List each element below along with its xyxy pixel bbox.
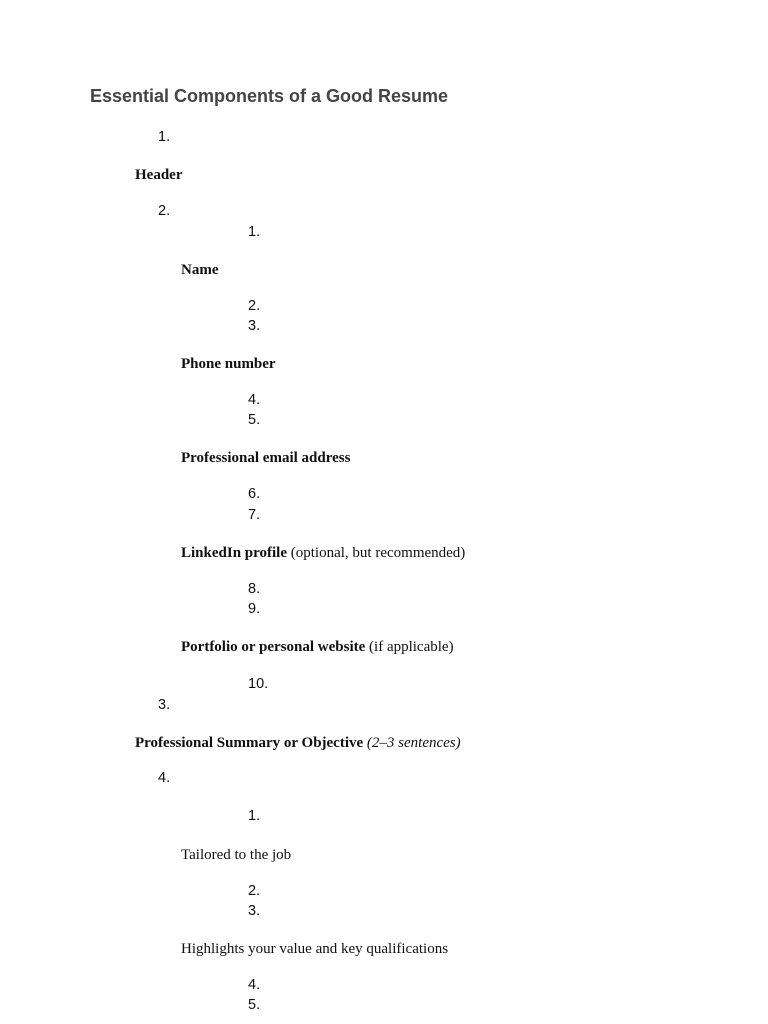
item-tailored: Tailored to the job: [181, 847, 292, 863]
list-number: 5.: [248, 412, 261, 428]
list-number: 10.: [248, 676, 269, 692]
summary-heading-label: Professional Summary or Objective: [135, 735, 364, 751]
section-heading-summary: [135, 736, 461, 751]
list-number: 9.: [248, 601, 261, 617]
summary-heading-note: (2–3 sentences): [363, 735, 461, 751]
list-number: 3.: [158, 697, 171, 713]
list-number: 8.: [248, 581, 261, 597]
list-number: 6.: [248, 486, 261, 502]
list-number: 3.: [248, 318, 261, 334]
item-portfolio-note: (if applicable): [365, 639, 454, 655]
item-highlights: Highlights your value and key qualifications: [181, 941, 449, 957]
item-portfolio: [181, 640, 454, 655]
document-title: Essential Components of a Good Resume: [90, 86, 449, 106]
item-phone-number: Phone number: [181, 356, 276, 372]
list-number: 2.: [248, 883, 261, 899]
list-number: 2.: [248, 298, 261, 314]
list-number: 1.: [248, 808, 261, 824]
item-linkedin: [181, 546, 465, 561]
list-number: 3.: [248, 903, 261, 919]
list-number: 7.: [248, 507, 261, 523]
list-number: 4.: [158, 770, 171, 786]
list-number: 2.: [158, 203, 171, 219]
item-linkedin-note: (optional, but recommended): [287, 545, 466, 561]
list-number: 5.: [248, 997, 261, 1013]
item-portfolio-label: Portfolio or personal website: [181, 639, 366, 655]
item-email-address: Professional email address: [181, 450, 351, 466]
list-number: 1.: [158, 129, 171, 145]
item-name: Name: [181, 262, 219, 278]
item-linkedin-label: LinkedIn profile: [181, 545, 288, 561]
list-number: 1.: [248, 224, 261, 240]
list-number: 4.: [248, 392, 261, 408]
list-number: 4.: [248, 977, 261, 993]
section-heading-header: Header: [135, 167, 183, 183]
